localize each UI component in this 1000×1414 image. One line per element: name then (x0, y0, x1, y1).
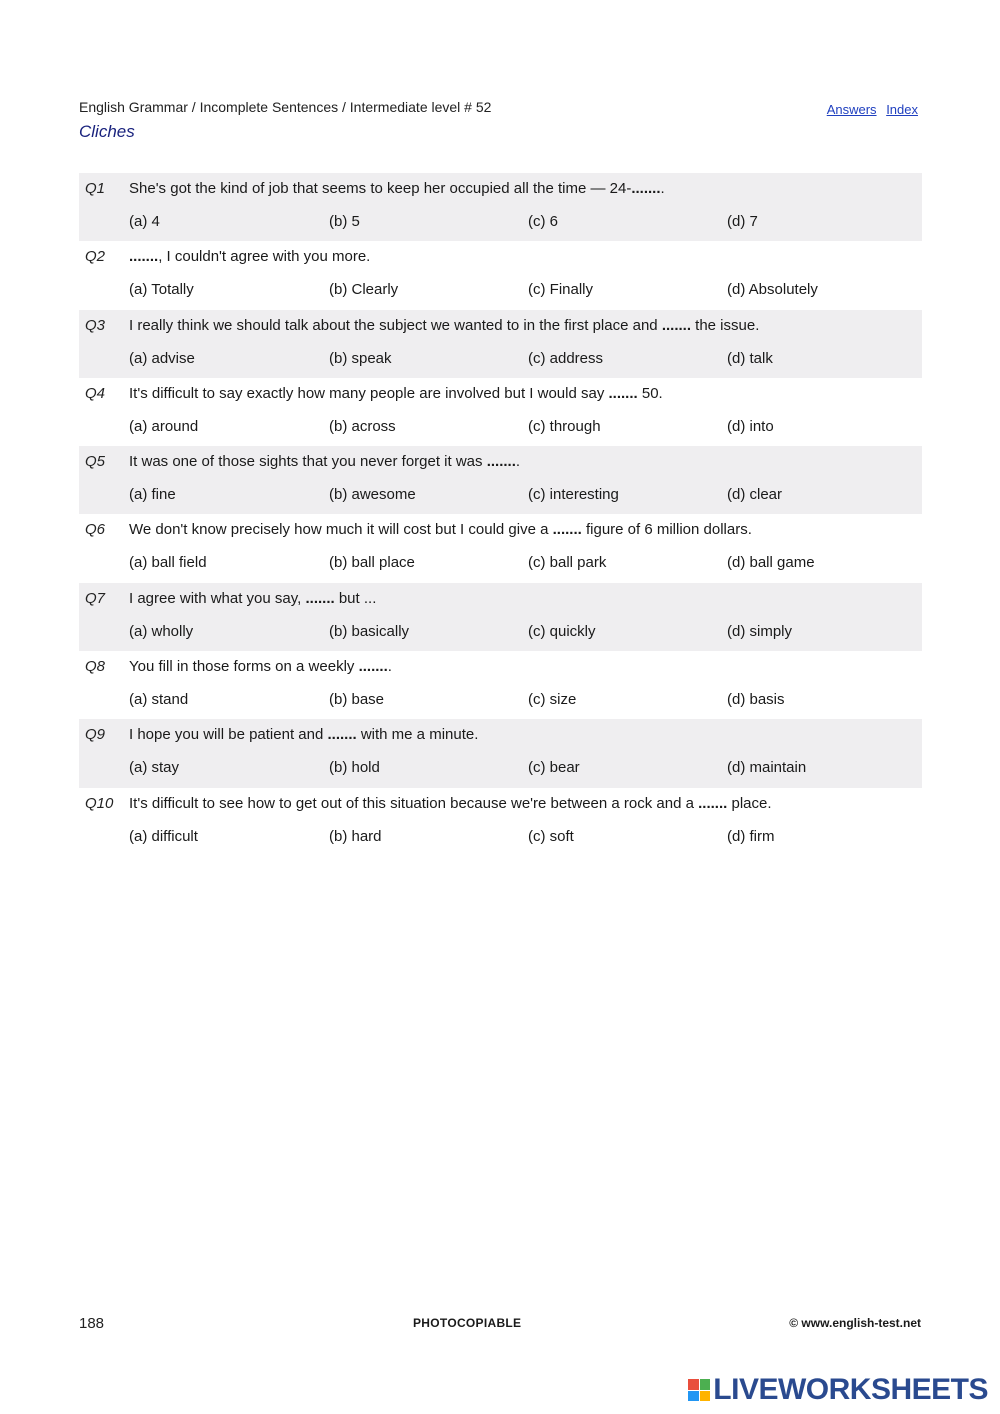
question-list (79, 173, 922, 856)
question-text-after: . (387, 658, 392, 676)
question-text-after: 50. (637, 384, 663, 402)
option-list (129, 486, 929, 506)
question-text (129, 385, 663, 402)
answer-blank[interactable]: ....... (327, 726, 357, 744)
question-text-after: . (515, 453, 521, 471)
question-row (79, 719, 922, 787)
answer-blank[interactable]: ....... (698, 794, 728, 812)
answer-option[interactable]: (d) basis (727, 691, 785, 709)
question-row (79, 378, 922, 446)
question-text-after: figure of 6 million dollars. (581, 521, 752, 539)
copyright-text: © www.english-test.net (789, 1316, 921, 1330)
option-list (129, 691, 929, 711)
question-number: Q9 (85, 726, 106, 744)
answer-option[interactable]: (a) around (129, 417, 199, 435)
answer-option[interactable]: (c) 6 (528, 213, 558, 230)
answer-option[interactable]: (b) basically (329, 622, 410, 640)
answer-option[interactable]: (b) base (329, 691, 385, 709)
answer-option[interactable]: (c) interesting (528, 486, 619, 504)
answer-option[interactable]: (c) Finally (528, 281, 594, 299)
answer-blank[interactable]: ....... (486, 453, 516, 471)
question-text-before: I agree with what you say, (129, 589, 306, 607)
question-number: Q5 (85, 453, 106, 471)
question-row (79, 241, 922, 309)
question-row (79, 651, 922, 719)
answer-option[interactable]: (b) hold (329, 759, 380, 777)
question-row (79, 788, 922, 856)
answer-option[interactable]: (a) difficult (129, 827, 198, 845)
question-text-before: It's difficult to say exactly how many people are involved but I would say (129, 384, 609, 402)
index-link[interactable]: Index (886, 102, 918, 117)
answer-blank[interactable]: ....... (358, 658, 388, 676)
question-number: Q3 (85, 316, 106, 334)
answer-blank[interactable]: ....... (661, 316, 691, 334)
page-number: 188 (79, 1315, 105, 1332)
option-list (129, 554, 929, 574)
answer-option[interactable]: (c) quickly (528, 622, 596, 640)
breadcrumb: English Grammar / Incomplete Sentences / Intermediate level # 52 (79, 99, 492, 115)
answer-option[interactable]: (c) bear (528, 759, 580, 777)
question-text-before: We don't know precisely how much it will cost but I could give a (129, 521, 553, 539)
answer-option[interactable]: (a) wholly (129, 622, 194, 640)
question-text (129, 726, 478, 743)
question-number: Q8 (85, 658, 106, 676)
answer-option[interactable]: (b) hard (329, 827, 382, 845)
answer-option[interactable]: (d) talk (727, 349, 773, 367)
option-list (129, 828, 929, 848)
answer-option[interactable]: (d) into (727, 417, 774, 435)
question-number: Q10 (85, 794, 114, 812)
liveworksheets-logo (688, 1373, 988, 1407)
answer-option[interactable]: (a) stand (129, 691, 189, 709)
liveworksheets-logo-icon (688, 1379, 710, 1401)
question-number: Q7 (85, 589, 106, 607)
answer-blank[interactable]: ....... (631, 180, 661, 197)
question-text (129, 317, 759, 334)
answer-option[interactable]: (c) soft (528, 827, 574, 845)
answer-option[interactable]: (d) Absolutely (727, 281, 818, 299)
answers-link[interactable]: Answers (826, 102, 877, 117)
question-text (129, 180, 665, 197)
question-row (79, 310, 922, 378)
option-list (129, 281, 929, 301)
answer-option[interactable]: (a) advise (129, 349, 195, 367)
answer-option[interactable]: (c) ball park (528, 554, 607, 572)
question-text-after: but ... (334, 589, 377, 607)
question-text (129, 521, 752, 538)
answer-option[interactable]: (d) firm (727, 827, 775, 845)
question-text-after: place. (727, 794, 772, 812)
answer-option[interactable]: (b) 5 (329, 213, 360, 230)
question-text-after: . (660, 180, 665, 197)
question-text-before: She's got the kind of job that seems to keep her occupied all the time — 24- (129, 180, 632, 197)
question-row (79, 446, 922, 514)
answer-option[interactable]: (a) stay (129, 759, 180, 777)
question-text-after: with me a minute. (356, 726, 479, 744)
answer-blank[interactable]: ....... (129, 248, 159, 266)
question-text (129, 453, 520, 470)
question-number: Q2 (85, 248, 106, 266)
answer-option[interactable]: (a) Totally (129, 281, 194, 299)
question-number: Q1 (85, 180, 106, 197)
question-row (79, 173, 922, 241)
answer-option[interactable]: (d) 7 (727, 213, 758, 230)
answer-blank[interactable]: ....... (552, 521, 582, 539)
option-list (129, 350, 929, 370)
question-text (129, 590, 376, 607)
option-list (129, 418, 929, 438)
question-number: Q4 (85, 384, 106, 402)
answer-option[interactable]: (d) ball game (727, 554, 815, 572)
answer-option[interactable]: (b) awesome (329, 486, 416, 504)
option-list (129, 759, 929, 779)
question-row (79, 514, 922, 582)
question-text-after: the issue. (691, 316, 760, 334)
answer-option[interactable]: (c) through (528, 417, 601, 435)
option-list (129, 623, 929, 643)
question-number: Q6 (85, 521, 106, 539)
question-text (129, 795, 772, 812)
answer-option[interactable]: (c) address (528, 349, 604, 367)
answer-option[interactable]: (d) clear (727, 486, 783, 504)
page-subtitle: Cliches (79, 122, 135, 141)
answer-option[interactable]: (a) fine (129, 486, 176, 504)
question-text-before: It's difficult to see how to get out of this situation because we're between a rock and a (129, 794, 699, 812)
answer-option[interactable]: (b) Clearly (329, 281, 399, 299)
question-text-before: I really think we should talk about the subject we wanted to in the first place and (129, 316, 662, 334)
answer-option[interactable]: (d) maintain (727, 759, 807, 777)
question-text-before: I hope you will be patient and (129, 726, 328, 744)
question-text-before: You fill in those forms on a weekly (129, 658, 359, 676)
photocopiable-label: PHOTOCOPIABLE (413, 1316, 522, 1330)
answer-blank[interactable]: ....... (608, 384, 638, 402)
answer-option[interactable]: (b) speak (329, 349, 392, 367)
answer-blank[interactable]: ....... (305, 589, 335, 607)
answer-option[interactable]: (b) ball place (329, 554, 415, 572)
answer-option[interactable]: (d) simply (727, 622, 793, 640)
option-list (129, 213, 929, 233)
question-text-before: It was one of those sights that you never forget it was (129, 453, 487, 471)
question-text-after: , I couldn't agree with you more. (158, 248, 371, 266)
top-links (821, 102, 918, 117)
answer-option[interactable]: (a) 4 (129, 213, 160, 230)
answer-option[interactable]: (a) ball field (129, 554, 207, 572)
question-text (129, 248, 370, 265)
answer-option[interactable]: (c) size (528, 691, 577, 709)
question-text (129, 658, 392, 675)
answer-option[interactable]: (b) across (329, 417, 396, 435)
liveworksheets-logo-text: LIVEWORKSHEETS (713, 1373, 988, 1406)
question-row (79, 583, 922, 651)
